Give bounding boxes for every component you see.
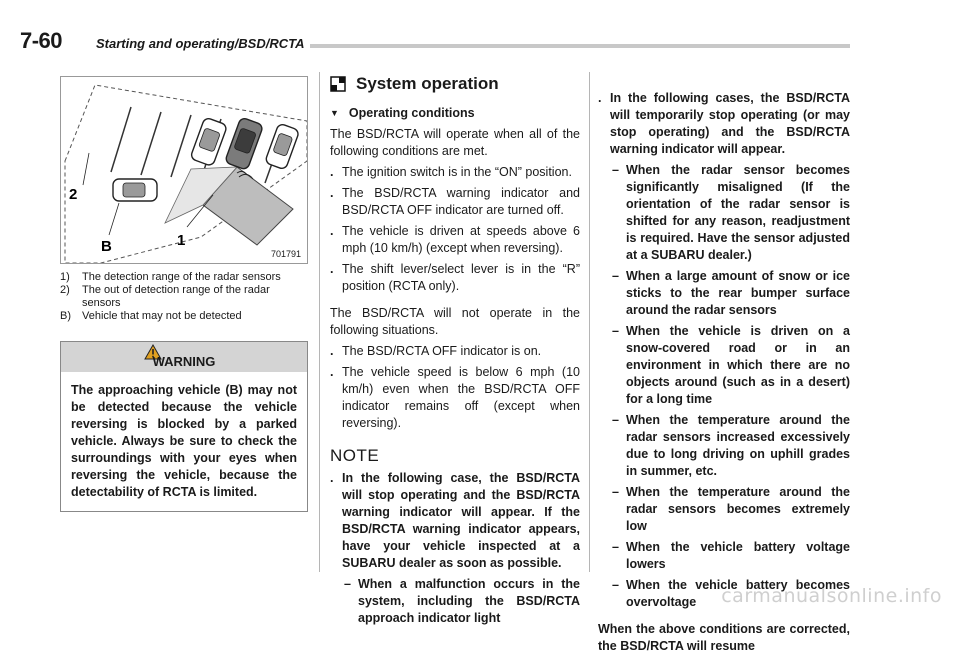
- note-subitem: – When the vehicle battery becomes overvoltage: [612, 578, 850, 609]
- list-item: . The shift lever/select lever is in the “R” position (RCTA only).: [330, 262, 580, 293]
- middle-column: [330, 70, 580, 627]
- parking-line: [111, 107, 131, 172]
- page-number: 7-60: [20, 28, 63, 53]
- list-item: . The ignition switch is in the “ON” position.: [330, 165, 572, 179]
- header-rule: [310, 44, 850, 48]
- section-title: Starting and operating/BSD/RCTA: [96, 36, 305, 51]
- page-header: [20, 28, 850, 56]
- warning-body: The approaching vehicle (B) may not be detected because the vehicle reversing is blocked by a parked vehicle. Always be sure to check the surroundings with your eyes when reversing the vehicle, because the detectability of RCTA is limited.: [71, 383, 297, 499]
- watermark: carmanualsonline.info: [721, 585, 942, 607]
- column-divider: [319, 72, 320, 572]
- left-column: [60, 70, 308, 512]
- out-of-range-zone: [65, 85, 307, 263]
- parked-car: [190, 117, 228, 167]
- note-subitem: – When the radar sensor becomes significantly misaligned (If the orientation of the radar sensor is shifted for any reason, readjustment is required. Have the sensor adjusted at a SUBARU dealer.): [612, 163, 850, 262]
- note-subitem: – When the temperature around the radar sensors increased excessively due to long driving on uphill grades in summer, etc.: [612, 413, 850, 478]
- subheading-triangle-icon: ▼: [330, 108, 339, 118]
- approaching-vehicle: [113, 179, 157, 201]
- section-heading: System operation: [330, 74, 580, 94]
- note-heading: NOTE: [330, 446, 380, 465]
- paragraph: The BSD/RCTA will not operate in the following situations.: [330, 306, 580, 337]
- radar-range-figure: [60, 76, 308, 264]
- closing-paragraph: When the above conditions are corrected, the BSD/RCTA will resume: [598, 622, 850, 653]
- parking-line: [141, 112, 161, 175]
- note-item: . In the following cases, the BSD/RCTA will temporarily stop operating (or may stop operating) and the BSD/RCTA warning indicator will appear.: [598, 91, 850, 156]
- note-subitem: – When the vehicle battery voltage lowers: [612, 540, 850, 571]
- heading-marker-icon: [330, 76, 346, 92]
- paragraph: The BSD/RCTA will operate when all of the following conditions are met.: [330, 127, 580, 158]
- figure-code: 701791: [270, 249, 301, 259]
- list-item: . The BSD/RCTA warning indicator and BSD/RCTA OFF indicator are turned off.: [330, 186, 580, 217]
- column-divider: [589, 72, 590, 572]
- leader-line: [109, 203, 119, 235]
- list-item: . The BSD/RCTA OFF indicator is on.: [330, 344, 542, 358]
- right-column: [598, 70, 850, 655]
- note-subitem: – When a large amount of snow or ice sticks to the rear bumper surface around the radar sensors: [612, 269, 850, 317]
- leader-line: [83, 153, 89, 185]
- note-item: . In the following case, the BSD/RCTA will stop operating and the BSD/RCTA warning indicator will appear. If the BSD/RCTA warning indicator appears, have your vehicle inspected at a SUBARU dealer as soon as possible.: [330, 471, 580, 570]
- warning-title-bar: [61, 342, 307, 372]
- subheading: ▼ Operating conditions: [330, 106, 475, 120]
- caption-item: B) Vehicle that may not be detected: [60, 310, 242, 322]
- parking-illustration: [61, 77, 307, 263]
- callout-b: B: [101, 238, 112, 255]
- note-subitem: – When the vehicle is driven on a snow-covered road or in an environment in which there are no objects around (such as in a desert) for a long time: [612, 324, 850, 406]
- caption-item: 2) The out of detection range of the radar sensors: [60, 284, 270, 309]
- parked-car: [265, 123, 300, 170]
- list-item: . The vehicle speed is below 6 mph (10 km/h) even when the BSD/RCTA OFF indicator remains off (except when reversing).: [330, 365, 580, 430]
- warning-box: [60, 341, 308, 512]
- warning-title: WARNING: [152, 354, 216, 369]
- list-item: . The vehicle is driven at speeds above 6 mph (10 km/h) (except when reversing).: [330, 224, 580, 255]
- callout-1: 1: [177, 232, 186, 249]
- parking-line: [171, 115, 191, 177]
- note-subitem: – When the temperature around the radar sensors becomes extremely low: [612, 485, 850, 533]
- note-subitem: – When a malfunction occurs in the system, including the BSD/RCTA approach indicator light: [344, 577, 580, 625]
- parked-car: [225, 117, 264, 170]
- callout-2: 2: [69, 186, 78, 203]
- caption-item: 1) The detection range of the radar sensors: [60, 271, 281, 283]
- figure-captions: [60, 271, 308, 323]
